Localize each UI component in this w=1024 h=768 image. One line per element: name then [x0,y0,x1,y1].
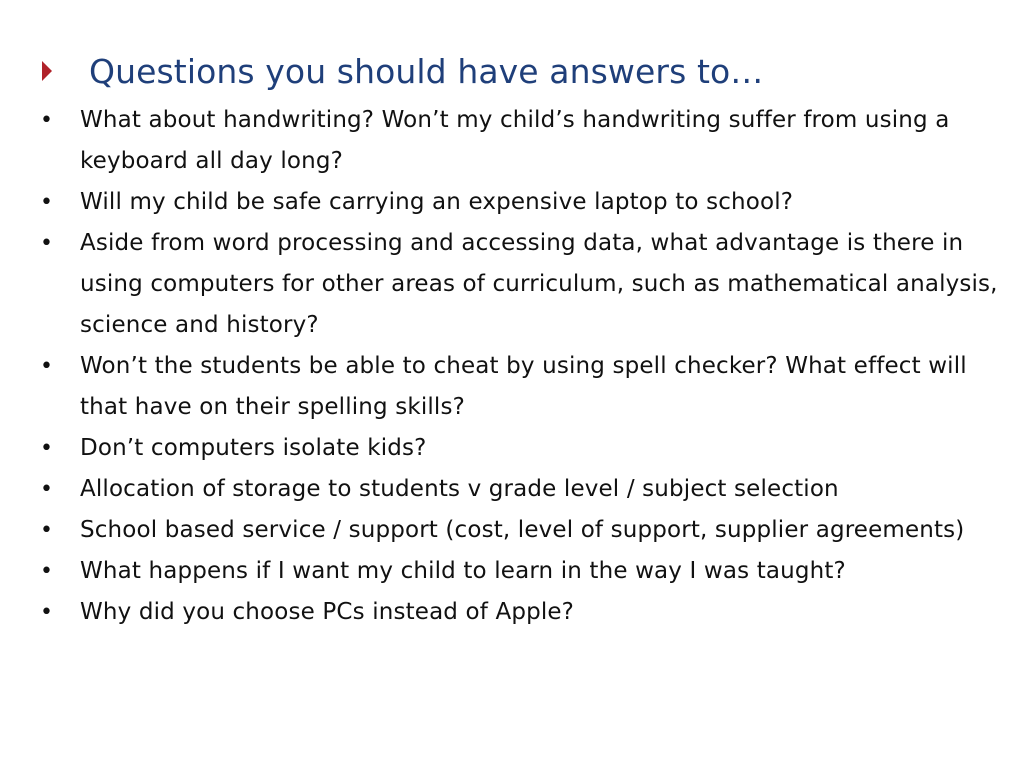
bullet-icon: • [40,354,54,379]
slide-title: Questions you should have answers to… [89,51,764,91]
title-row [42,47,763,95]
list-item [38,182,998,223]
list-item-text: Aside from word processing and accessing data, what advantage is there in using computers for other areas of curriculum, such as mathematical analysis, science and history? [80,230,998,338]
bullet-icon: • [40,190,54,215]
list-item-text: School based service / support (cost, level of support, supplier agreements) [80,517,965,543]
bullet-list [38,100,998,633]
bullet-icon: • [40,518,54,543]
list-item [38,551,998,592]
list-item [38,223,998,346]
bullet-icon: • [40,477,54,502]
list-item-text: Don’t computers isolate kids? [80,435,427,461]
list-item [38,592,998,633]
list-item-text: Allocation of storage to students v grade level / subject selection [80,476,839,502]
list-item [38,510,998,551]
bullet-icon: • [40,600,54,625]
list-item [38,428,998,469]
list-item [38,346,998,428]
bullet-icon: • [40,231,54,256]
list-item-text: Will my child be safe carrying an expensive laptop to school? [80,189,794,215]
list-item-text: Why did you choose PCs instead of Apple? [80,599,575,625]
bullet-icon: • [40,559,54,584]
bullet-icon: • [40,436,54,461]
list-item [38,469,998,510]
list-item-text: Won’t the students be able to cheat by using spell checker? What effect will that have on their spelling skills? [80,353,967,420]
triangle-right-icon [42,61,52,81]
list-item-text: What about handwriting? Won’t my child’s handwriting suffer from using a keyboard all day long? [80,107,950,174]
list-item [38,100,998,182]
list-item-text: What happens if I want my child to learn in the way I was taught? [80,558,846,584]
bullet-icon: • [40,108,54,133]
